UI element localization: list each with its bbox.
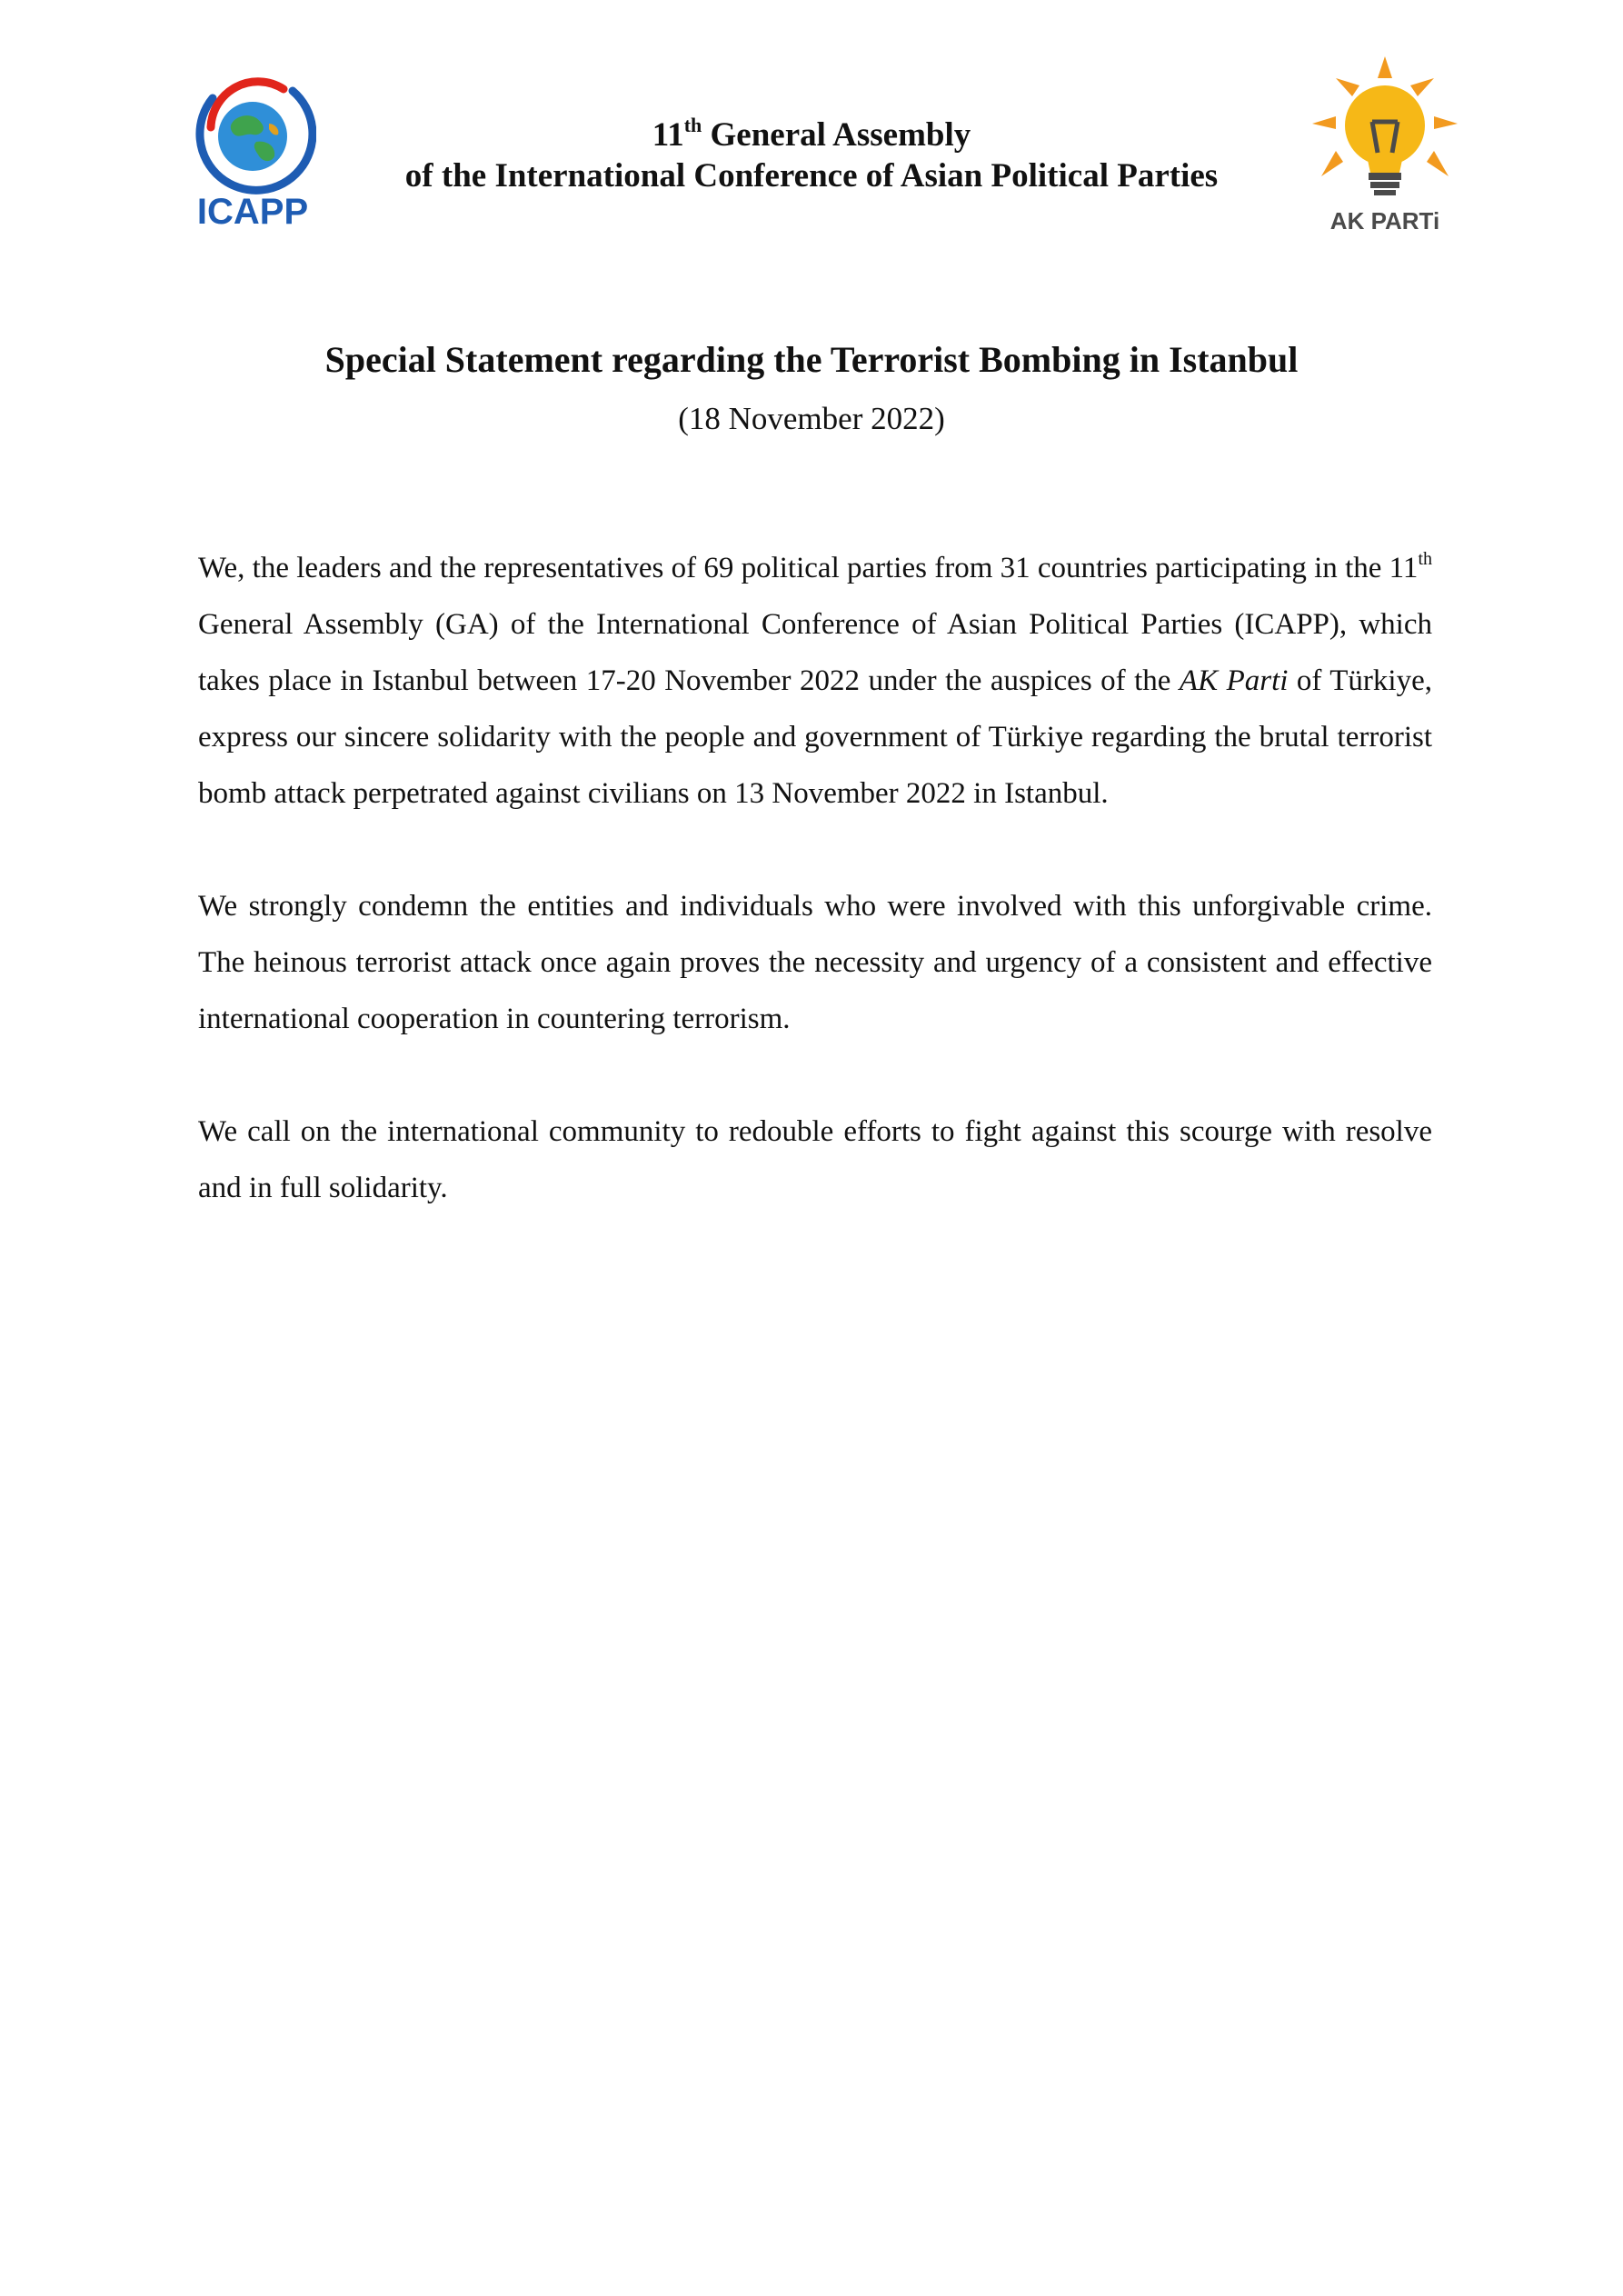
header-title-number: 11 (652, 116, 684, 154)
icapp-globe-logo-icon (193, 73, 316, 233)
paragraph-1-part2: General Assembly (GA) of the International Conference of Asian Political Parties (ICAPP), which takes place in Istanbul between 17-20 November 2022 under the auspices of the (198, 608, 1432, 697)
ak-parti-logo-text: AK PARTi (1329, 207, 1440, 235)
paragraph-1-italic: AK Parti (1179, 664, 1289, 697)
ak-parti-logo (1312, 56, 1458, 235)
header-titles (327, 115, 1296, 196)
paragraph-1-sup: th (1418, 549, 1432, 569)
header-title-suffix: th (683, 114, 702, 136)
ak-parti-lightbulb-logo-icon (1312, 56, 1458, 235)
statement-title: Special Statement regarding the Terrorist Bombing in Istanbul (324, 339, 1299, 380)
icapp-logo (193, 73, 316, 233)
icapp-logo-text: ICAPP (196, 192, 309, 232)
statement-date: (18 November 2022) (678, 401, 945, 436)
paragraph-2: We strongly condemn the entities and individuals who were involved with this unforgivable crime. The heinous terrorist attack once again proves the necessity and urgency of a consistent and effective international cooperation in countering terrorism. (198, 890, 1432, 1035)
paragraph-1 (198, 540, 1432, 822)
paragraph-1-part3: of Türkiye, express our sincere solidarity with the people and government of Türkiye regarding the brutal terrorist bomb attack perpetrated against civilians on 13 November 2022 in Istanbul. (198, 664, 1432, 810)
statement-body (198, 540, 1432, 1273)
header-subtitle: of the International Conference of Asian Political Parties (404, 157, 1219, 195)
header-title-line (327, 115, 1296, 155)
paragraph-3: We call on the international community to redouble efforts to fight against this scourge with resolve and in full solidarity. (198, 1115, 1432, 1204)
paragraph-1-part1: We, the leaders and the representatives of 69 political parties from 31 countries participating in the 11 (198, 552, 1419, 584)
header-title-rest: General Assembly (702, 116, 971, 154)
